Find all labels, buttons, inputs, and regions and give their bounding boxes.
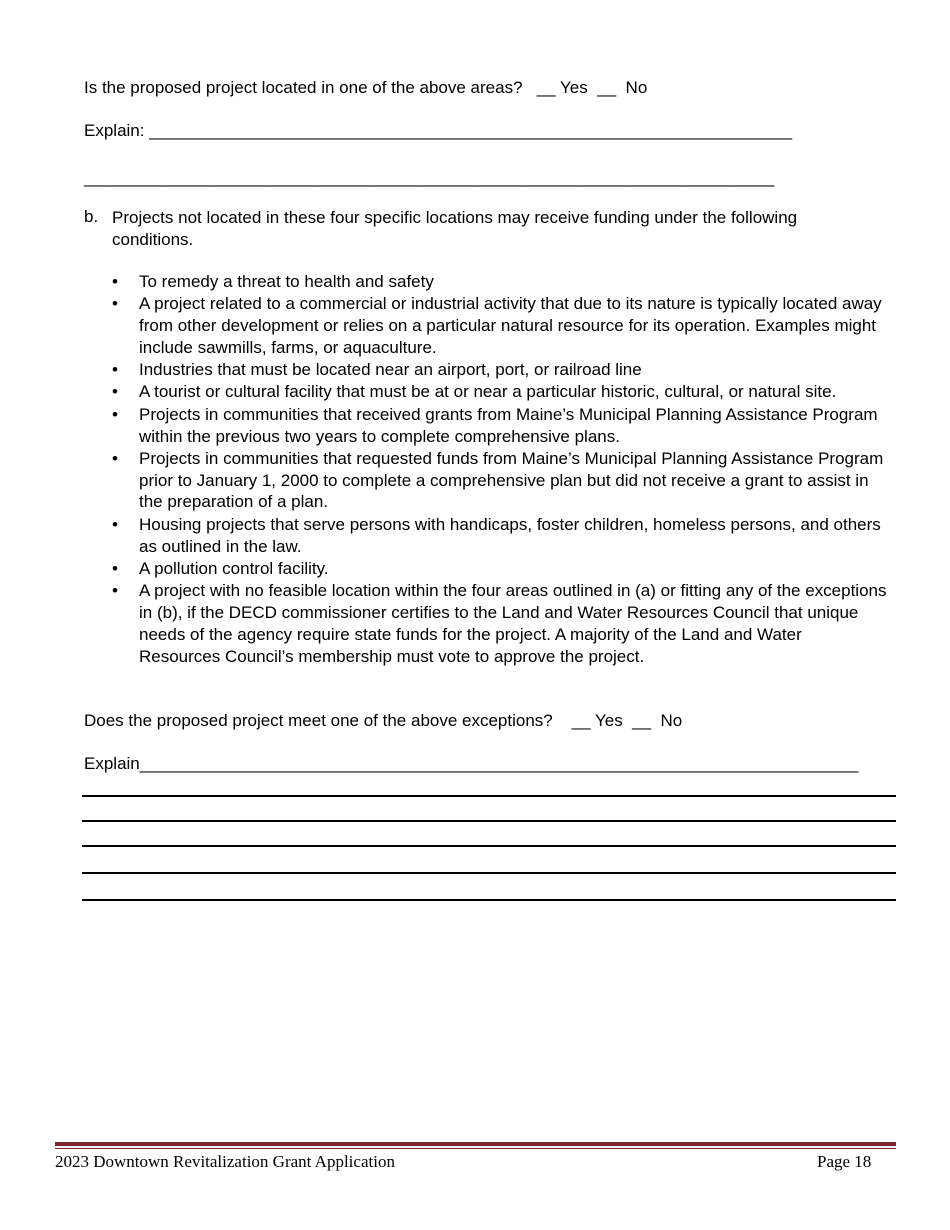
list-item-text: To remedy a threat to health and safety	[139, 272, 434, 291]
list-item-text: A tourist or cultural facility that must be at or near a particular historic, cultural, or natural site.	[139, 382, 837, 402]
list-item	[112, 580, 887, 667]
list-item-text: A pollution control facility.	[139, 558, 329, 578]
bullet-icon: •	[112, 404, 118, 424]
bullet-icon: •	[112, 558, 118, 578]
footer-divider	[55, 1142, 896, 1146]
location-question: Is the proposed project located in one of the above areas? __ Yes __ No	[84, 78, 648, 97]
list-item-text: Industries that must be located near an airport, port, or railroad line	[139, 360, 642, 380]
list-item-text: Housing projects that serve persons with handicaps, foster children, homeless persons, and others as outlined in the law.	[139, 514, 881, 556]
list-item-text: Projects in communities that received grants from Maine’s Municipal Planning Assistance Program within the previous two years to complete comprehensive plans.	[139, 404, 878, 446]
exceptions-list	[112, 271, 887, 668]
answer-line[interactable]	[82, 795, 896, 797]
list-item-text: Projects in communities that requested funds from Maine’s Municipal Planning Assistance Program prior to January 1, 2000 to complete a comprehensive plan but did not receive a grant to assist in the preparation of a plan.	[139, 448, 884, 512]
bullet-icon: •	[112, 360, 118, 380]
answer-line[interactable]	[82, 820, 896, 822]
list-item	[112, 404, 887, 448]
list-item	[112, 381, 887, 403]
bullet-icon: •	[112, 294, 118, 314]
bullet-icon: •	[112, 581, 118, 601]
bullet-icon: •	[112, 514, 118, 534]
footer-title: 2023 Downtown Revitalization Grant Application	[55, 1152, 395, 1171]
list-item	[112, 293, 887, 358]
list-item	[112, 558, 887, 580]
exceptions-explain-line[interactable]: Explain____________________________________________________________________________	[84, 754, 859, 773]
location-explain-line[interactable]: Explain: ____________________________________________________________________	[84, 121, 793, 140]
section-b-intro: Projects not located in these four specific locations may receive funding under the following conditions.	[112, 208, 798, 249]
list-item	[112, 514, 887, 558]
section-b-label: b.	[84, 207, 99, 226]
footer-divider-thin	[55, 1148, 896, 1149]
list-item	[112, 271, 887, 293]
location-blank-line[interactable]: _________________________________________________________________________	[84, 168, 775, 187]
list-item	[112, 359, 887, 381]
answer-line[interactable]	[82, 899, 896, 901]
exceptions-question: Does the proposed project meet one of the above exceptions? __ Yes __ No	[84, 711, 683, 730]
bullet-icon: •	[112, 382, 118, 402]
list-item-text: A project related to a commercial or industrial activity that due to its nature is typically located away from other development or relies on a particular natural resource for its operation. Examples might include sawmills, farms, or aquaculture.	[139, 294, 882, 357]
list-item-text: A project with no feasible location within the four areas outlined in (a) or fitting any of the exceptions in (b), if the DECD commissioner certifies to the Land and Water Resources Council that unique needs of the agency require state funds for the project. A majority of the Land and Water Resources Council’s membership must vote to approve the project.	[139, 581, 887, 666]
bullet-icon: •	[112, 272, 118, 291]
bullet-icon: •	[112, 448, 118, 468]
page-number: Page 18	[817, 1152, 872, 1171]
answer-line[interactable]	[82, 872, 896, 874]
answer-line[interactable]	[82, 845, 896, 847]
list-item	[112, 448, 887, 513]
